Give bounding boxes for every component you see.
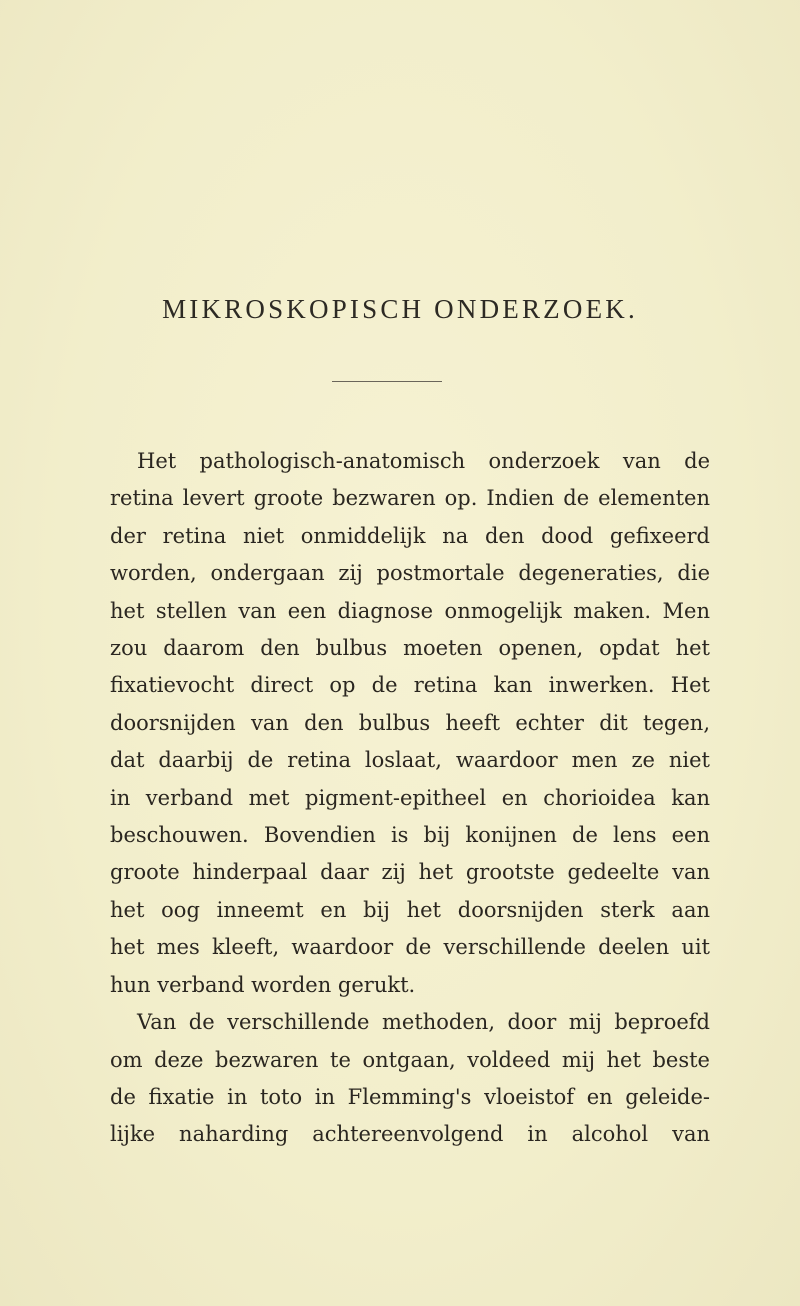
text-line: fixatievocht direct op de retina kan inwerken. Het [110,673,710,698]
section-heading: MIKROSKOPISCH ONDERZOEK. [162,294,638,324]
text-line: de fixatie in toto in Flemming's vloeistof en geleide- [110,1084,710,1109]
text-line: beschouwen. Bovendien is bij konijnen de lens een [110,823,710,848]
text-line: om deze bezwaren te ontgaan, voldeed mij het beste [110,1047,710,1072]
text-line: groote hinderpaal daar zij het grootste gedeelte van [110,860,710,885]
text-line: lijke naharding achtereenvolgend in alcohol van [110,1122,710,1147]
text-line: het oog inneemt en bij het doorsnijden sterk aan [110,897,710,922]
body-text [110,443,710,1154]
text-line: hun verband worden gerukt. [110,972,416,997]
text-line: retina levert groote bezwaren op. Indien de elementen [110,486,710,511]
text-line: dat daarbij de retina loslaat, waardoor men ze niet [110,748,710,773]
text-line: het mes kleeft, waardoor de verschillende deelen uit [110,935,710,960]
text-line: doorsnijden van den bulbus heeft echter dit tegen, [110,710,710,735]
text-line: der retina niet onmiddelijk na den dood gefixeerd [110,523,710,548]
text-line: worden, ondergaan zij postmortale degeneraties, die [110,561,710,586]
text-line: zou daarom den bulbus moeten openen, opdat het [110,636,710,661]
text-line: Het pathologisch-anatomisch onderzoek van de [137,449,710,473]
text-line: in verband met pigment-epitheel en chorioidea kan [110,785,710,810]
text-line: het stellen van een diagnose onmogelijk maken. Men [110,598,710,623]
text-line: Van de verschillende methoden, door mij beproefd [137,1010,710,1035]
heading-divider [332,381,442,382]
